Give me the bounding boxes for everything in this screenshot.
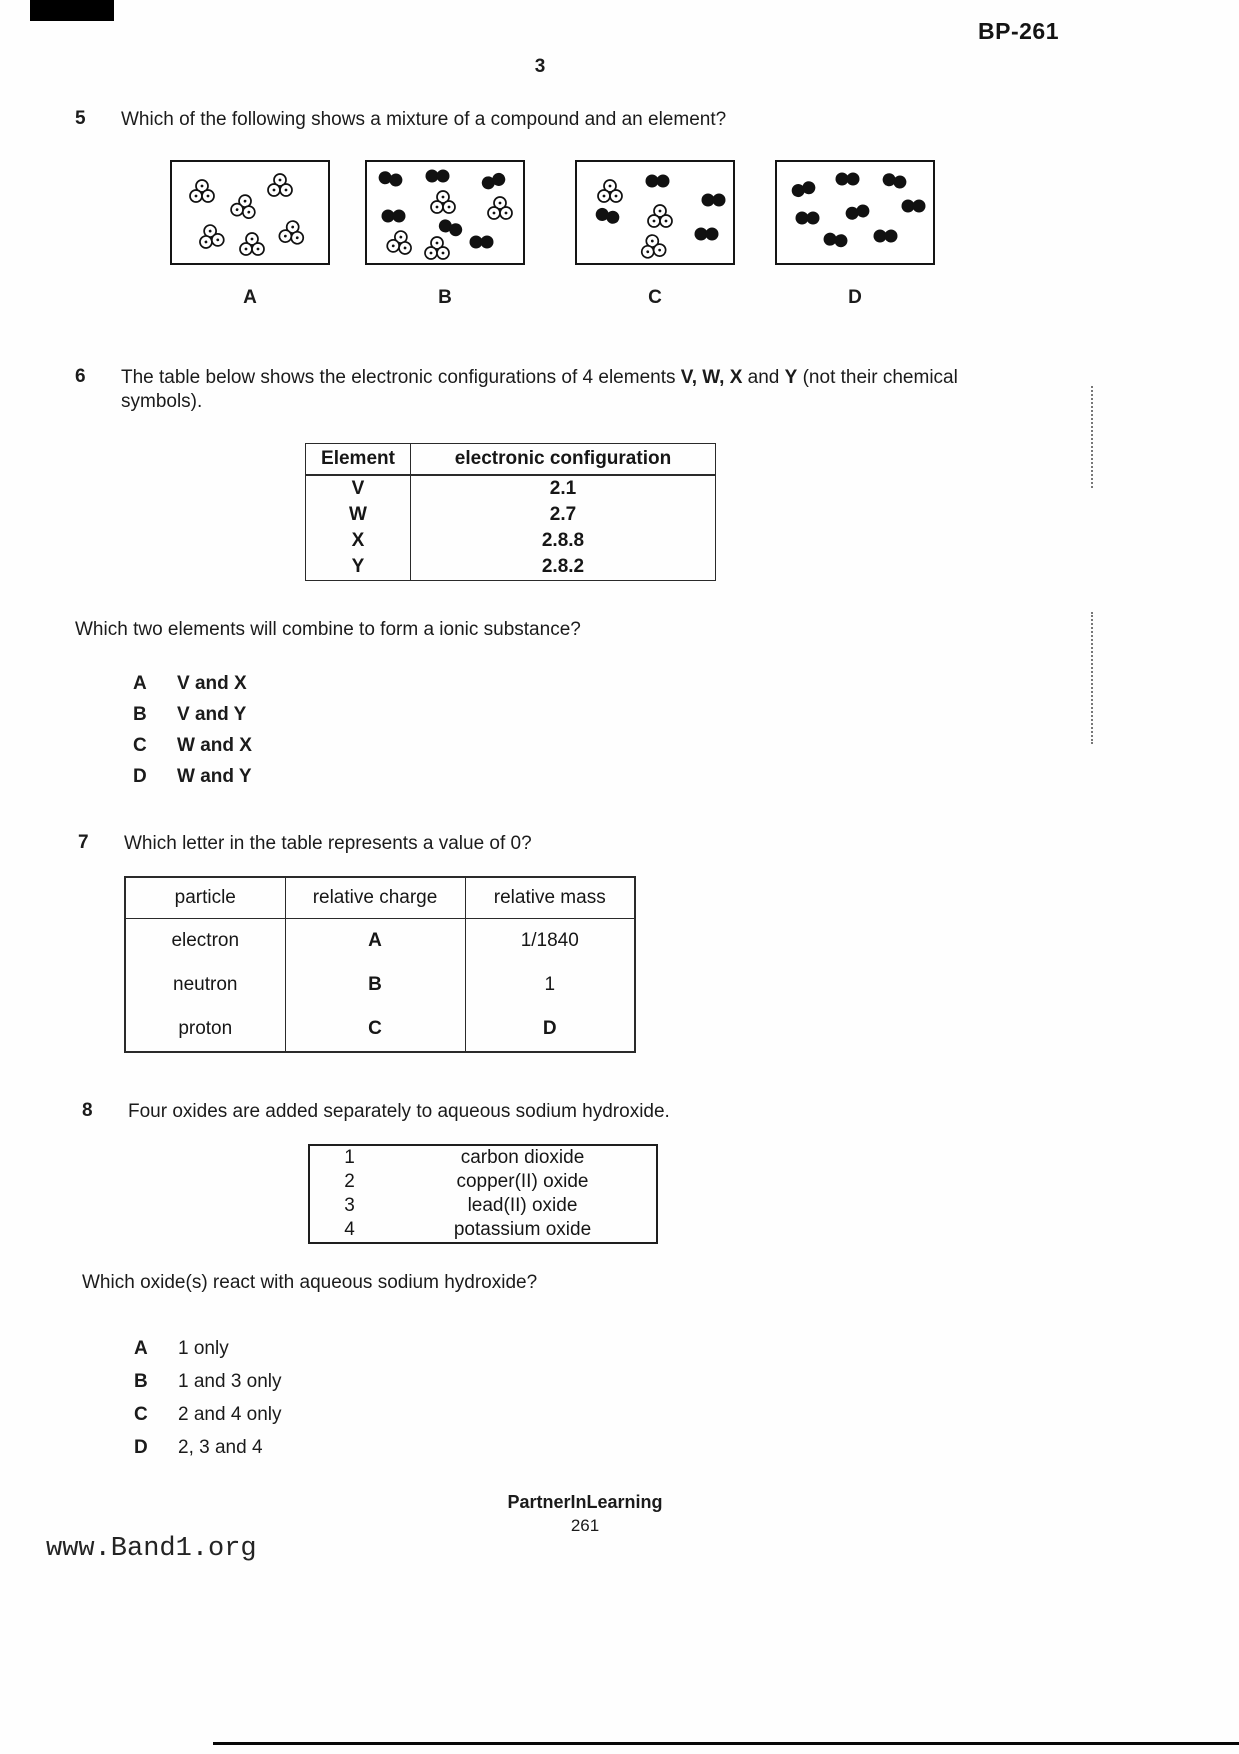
q6-col-config: electronic configuration: [411, 443, 716, 475]
q6-options: [133, 673, 1115, 788]
option-b: [133, 704, 1115, 726]
table-header-row: [125, 877, 635, 919]
option-c-label: C: [133, 734, 147, 756]
watermark-url: www.Band1.org: [46, 1534, 257, 1564]
q8-oxide-cell: carbon dioxide: [460, 1147, 585, 1169]
option-c: [133, 735, 1115, 757]
element-molecule-icon: [643, 172, 673, 190]
table-row: [309, 1145, 657, 1170]
compound-molecule-icon: [276, 217, 307, 247]
text-fragment-bold: Y: [784, 367, 798, 388]
table-row: [309, 1218, 657, 1243]
q7-particle-cell: proton: [178, 1018, 233, 1040]
scan-artifact-dotted-line: [1091, 612, 1093, 744]
element-molecule-icon: [841, 200, 874, 224]
compound-molecule-icon: [486, 195, 514, 221]
question-6-text: [121, 366, 1016, 415]
diagram-box-a: [170, 160, 330, 265]
q6-config-cell: 2.8.8: [541, 529, 585, 551]
element-molecule-icon: [788, 177, 822, 202]
q7-mass-cell: D: [465, 1007, 635, 1052]
q7-particle-cell: neutron: [173, 974, 238, 996]
scan-artifact-bottom-line: [213, 1742, 1239, 1745]
page-number: 3: [534, 56, 546, 77]
compound-molecule-icon: [646, 203, 674, 229]
element-molecule-icon: [591, 203, 625, 228]
question-5: [75, 108, 1185, 350]
text-fragment: (not their chemical symbols).: [121, 367, 958, 413]
q7-mass-cell: 1/1840: [465, 919, 635, 964]
element-molecule-icon: [375, 167, 408, 191]
table-row: [306, 475, 716, 502]
element-molecule-icon: [692, 225, 722, 243]
table-row: [125, 963, 635, 1007]
q7-col-particle: particle: [125, 877, 285, 919]
question-8-head: [82, 1100, 1082, 1124]
q8-oxide-cell: lead(II) oxide: [467, 1195, 578, 1217]
element-molecule-icon: [878, 169, 911, 193]
diagram-label-c: C: [648, 287, 662, 309]
question-8-number: 8: [82, 1100, 93, 1121]
q5-diagram-row: [75, 160, 1185, 350]
option-c-text: 2 and 4 only: [178, 1404, 282, 1426]
q6-element-cell: W: [306, 502, 411, 528]
table-row: [306, 554, 716, 581]
compound-molecule-icon: [429, 189, 457, 215]
compound-molecule-icon: [596, 178, 624, 204]
element-molecule-icon: [871, 227, 901, 245]
q8-index-cell: 2: [344, 1171, 355, 1193]
text-fragment: and: [742, 367, 785, 388]
question-6-number: 6: [75, 366, 86, 387]
diagram-figure-a: [170, 160, 330, 309]
option-d-label: D: [133, 765, 147, 787]
option-b: [134, 1371, 1082, 1393]
text-fragment: The table below shows the electronic configurations of 4 elements: [121, 367, 681, 388]
option-a-label: A: [134, 1338, 148, 1360]
option-a-label: A: [133, 672, 147, 694]
q8-index-cell: 3: [344, 1195, 355, 1217]
compound-molecule-icon: [266, 172, 294, 198]
option-a-text: V and X: [177, 672, 247, 694]
table-row: [125, 919, 635, 964]
compound-molecule-icon: [238, 231, 266, 257]
diagram-label-a: A: [243, 287, 257, 309]
q7-particle-cell: electron: [171, 930, 240, 952]
question-6: [75, 366, 1115, 797]
diagram-figure-b: [365, 160, 525, 309]
q8-oxide-cell: potassium oxide: [453, 1219, 592, 1241]
question-8-text: Four oxides are added separately to aqueous sodium hydroxide.: [128, 1101, 670, 1122]
q7-particle-table: [124, 876, 636, 1053]
question-7-head: [78, 832, 1078, 856]
question-5-number: 5: [75, 108, 86, 129]
compound-molecule-icon: [227, 190, 260, 221]
q8-index-cell: 1: [344, 1147, 355, 1169]
q8-options: [134, 1338, 1082, 1459]
option-b-text: V and Y: [177, 703, 247, 725]
option-d-text: 2, 3 and 4: [178, 1437, 263, 1459]
compound-molecule-icon: [195, 221, 227, 251]
option-a: [133, 673, 1115, 695]
question-8: [82, 1100, 1082, 1470]
text-fragment-bold: V, W, X: [680, 367, 743, 388]
footer-page-number: 261: [570, 1516, 600, 1535]
q8-index-cell: 4: [344, 1219, 355, 1241]
option-c-label: C: [134, 1404, 148, 1426]
q6-config-cell: 2.1: [549, 477, 577, 499]
q6-config-cell: 2.8.2: [541, 555, 585, 577]
compound-molecule-icon: [188, 178, 216, 204]
element-molecule-icon: [477, 168, 511, 194]
table-row: [306, 502, 716, 528]
footer: [0, 1492, 1170, 1536]
compound-molecule-icon: [638, 231, 669, 261]
diagram-box-d: [775, 160, 935, 265]
scan-artifact-dotted-line: [1091, 386, 1093, 488]
q7-col-mass: relative mass: [465, 877, 635, 919]
element-molecule-icon: [820, 229, 852, 251]
element-molecule-icon: [423, 167, 453, 185]
option-a: [134, 1338, 1082, 1360]
q6-config-cell: 2.7: [549, 503, 577, 525]
table-row: [306, 528, 716, 554]
q7-charge-cell: A: [285, 919, 465, 964]
compound-molecule-icon: [384, 227, 416, 257]
diagram-label-d: D: [848, 287, 862, 309]
footer-brand: PartnerInLearning: [507, 1492, 663, 1512]
diagram-figure-d: [775, 160, 935, 309]
question-6-head: [75, 366, 1115, 415]
q8-oxide-cell: copper(II) oxide: [456, 1171, 589, 1193]
diagram-box-b: [365, 160, 525, 265]
option-d-label: D: [134, 1437, 148, 1459]
q6-element-cell: V: [306, 475, 411, 502]
table-row: [125, 1007, 635, 1052]
scan-artifact-corner: [30, 0, 114, 21]
q8-oxide-table: [308, 1144, 658, 1244]
option-b-label: B: [134, 1371, 148, 1393]
option-d: [134, 1437, 1082, 1459]
q6-config-table: [305, 443, 716, 581]
question-7-number: 7: [78, 832, 89, 853]
table-row: [309, 1194, 657, 1218]
option-d: [133, 766, 1115, 788]
question-7-text: Which letter in the table represents a value of 0?: [124, 833, 532, 854]
option-b-label: B: [133, 703, 147, 725]
option-a-text: 1 only: [178, 1338, 229, 1360]
q6-element-cell: Y: [306, 554, 411, 581]
option-d-text: W and Y: [177, 765, 252, 787]
q7-charge-cell: B: [285, 963, 465, 1007]
element-molecule-icon: [467, 233, 497, 251]
question-7: [78, 832, 1078, 1053]
element-molecule-icon: [899, 197, 929, 215]
table-row: [309, 1170, 657, 1194]
question-6-prompt: Which two elements will combine to form a ionic substance?: [75, 618, 581, 640]
question-5-text: Which of the following shows a mixture of a compound and an element?: [121, 109, 727, 130]
doc-reference: BP-261: [978, 18, 1059, 44]
diagram-label-b: B: [438, 287, 452, 309]
q6-col-element: Element: [306, 443, 411, 475]
table-header-row: [306, 443, 716, 475]
option-c: [134, 1404, 1082, 1426]
element-molecule-icon: [833, 170, 863, 188]
compound-molecule-icon: [423, 235, 451, 261]
q7-charge-cell: C: [285, 1007, 465, 1052]
q7-col-charge: relative charge: [285, 877, 465, 919]
element-molecule-icon: [699, 191, 729, 209]
q7-mass-cell: 1: [465, 963, 635, 1007]
question-5-head: [75, 108, 1185, 132]
q6-element-cell: X: [306, 528, 411, 554]
element-molecule-icon: [793, 209, 823, 227]
option-c-text: W and X: [177, 734, 252, 756]
diagram-figure-c: [575, 160, 735, 309]
diagram-box-c: [575, 160, 735, 265]
question-8-prompt: Which oxide(s) react with aqueous sodium hydroxide?: [82, 1272, 538, 1294]
element-molecule-icon: [379, 207, 409, 225]
option-b-text: 1 and 3 only: [178, 1371, 282, 1393]
